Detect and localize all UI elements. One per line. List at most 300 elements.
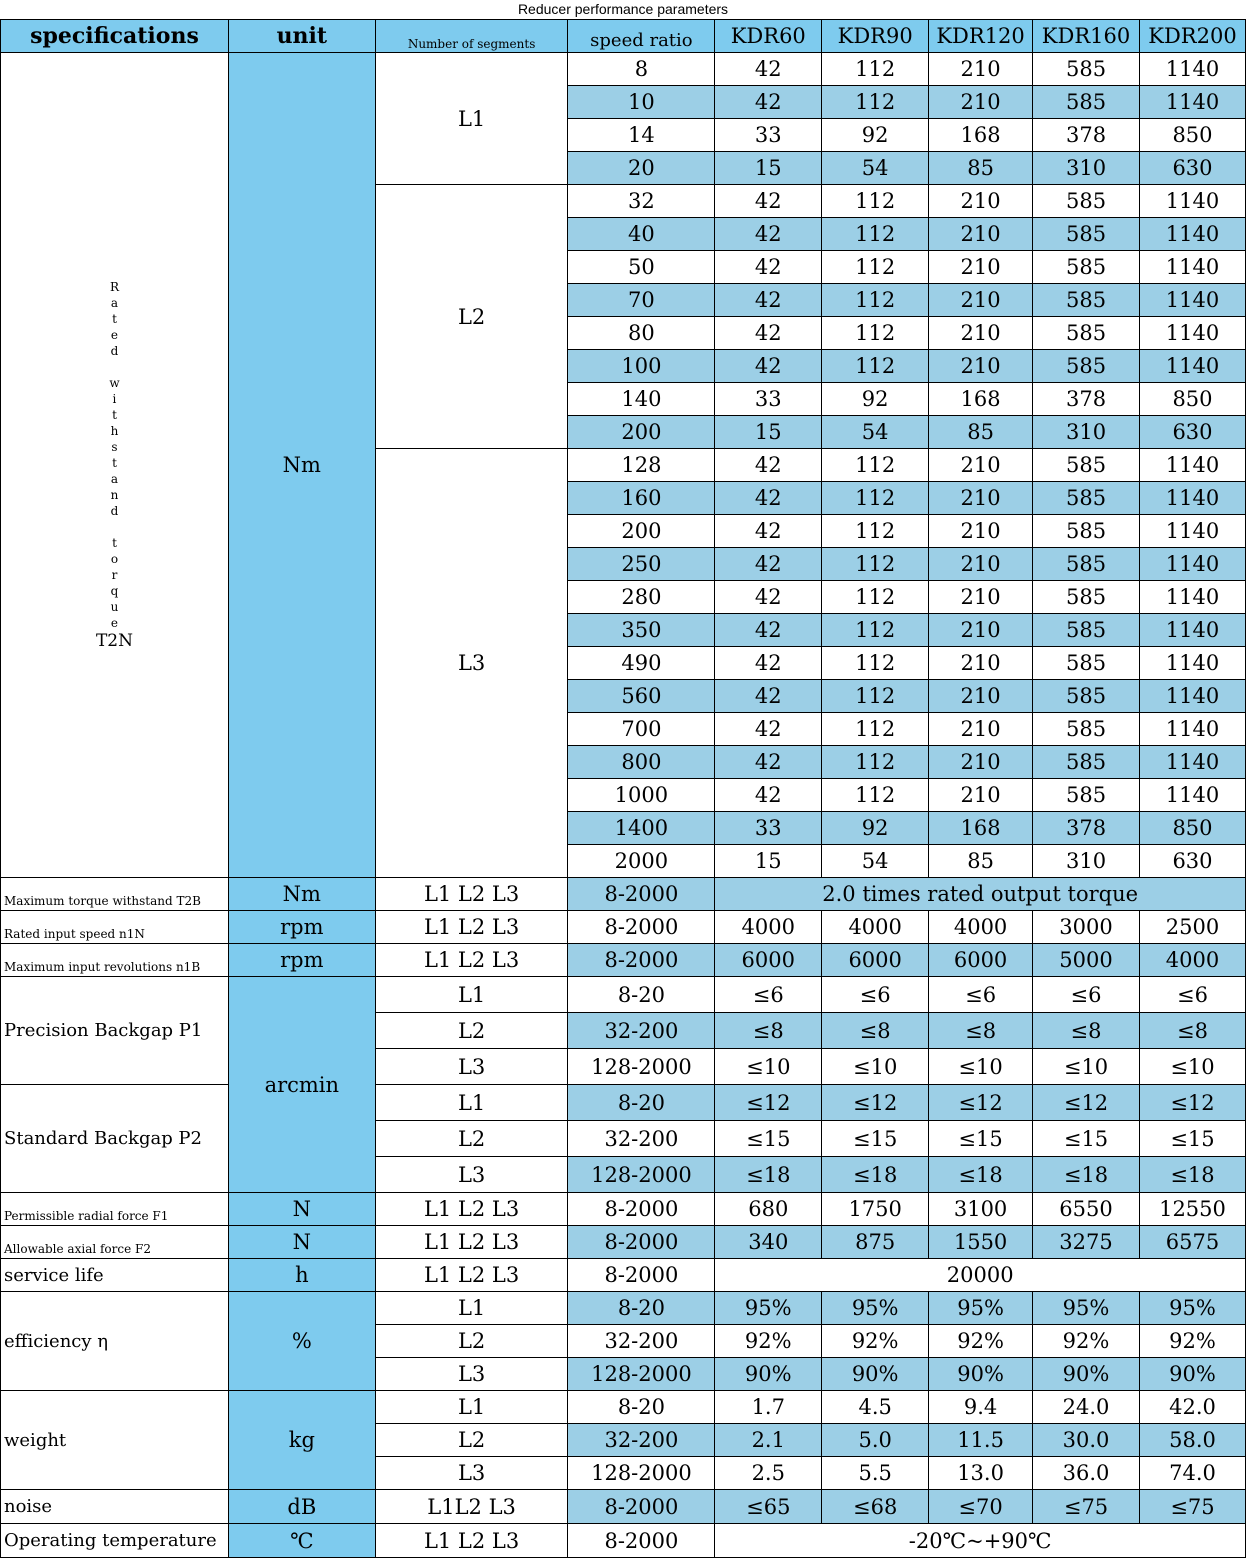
value-cell: 42.0 — [1139, 1391, 1245, 1424]
speed-ratio-cell: 32-200 — [568, 1424, 715, 1457]
table-row — [1, 1292, 1246, 1325]
value-cell: 585 — [1033, 647, 1140, 680]
value-cell: ≤12 — [1033, 1085, 1140, 1121]
value-cell: 378 — [1033, 383, 1140, 416]
value-cell: ≤8 — [929, 1013, 1033, 1049]
speed-ratio-cell: 8 — [568, 53, 715, 86]
value-cell: ≤18 — [929, 1157, 1033, 1193]
max_speed-segments: L1 L2 L3 — [375, 944, 568, 977]
value-cell: 15 — [715, 845, 822, 878]
value-cell: ≤8 — [1033, 1013, 1140, 1049]
value-cell: 1140 — [1139, 548, 1245, 581]
value-cell: 112 — [822, 680, 929, 713]
value-cell: 112 — [822, 515, 929, 548]
value-cell: 42 — [715, 317, 822, 350]
value-cell: 1550 — [929, 1226, 1033, 1259]
speed-ratio-cell: 8-20 — [568, 1085, 715, 1121]
speed-ratio-cell: 2000 — [568, 845, 715, 878]
value-cell: 90% — [715, 1358, 822, 1391]
value-cell: 6575 — [1139, 1226, 1245, 1259]
value-cell: 6550 — [1033, 1193, 1140, 1226]
speed-ratio-cell: 100 — [568, 350, 715, 383]
value-cell: 210 — [929, 779, 1033, 812]
value-cell: 1140 — [1139, 581, 1245, 614]
segment-label: L1 — [375, 1292, 568, 1325]
value-cell: 1750 — [822, 1193, 929, 1226]
value-cell: 112 — [822, 449, 929, 482]
header-model: KDR200 — [1139, 20, 1245, 53]
speed-ratio-cell: 560 — [568, 680, 715, 713]
rated_speed-unit: rpm — [228, 911, 375, 944]
segment-label: L2 — [375, 185, 568, 449]
value-cell: 5.5 — [822, 1457, 929, 1490]
axial_force-label: Allowable axial force F2 — [1, 1226, 229, 1259]
max_torque-ratio: 8-2000 — [568, 878, 715, 911]
value-cell: 42 — [715, 779, 822, 812]
segment-label: L1 — [375, 1085, 568, 1121]
service_life-unit: h — [228, 1259, 375, 1292]
segment-label: L3 — [375, 1049, 568, 1085]
value-cell: 378 — [1033, 119, 1140, 152]
value-cell: ≤65 — [715, 1490, 822, 1524]
header-model: KDR120 — [929, 20, 1033, 53]
speed-ratio-cell: 700 — [568, 713, 715, 746]
value-cell: 1140 — [1139, 350, 1245, 383]
speed-ratio-cell: 200 — [568, 416, 715, 449]
max_torque-label: Maximum torque withstand T2B — [1, 878, 229, 911]
value-cell: 630 — [1139, 845, 1245, 878]
speed-ratio-cell: 128-2000 — [568, 1358, 715, 1391]
value-cell: 210 — [929, 647, 1033, 680]
max_speed-unit: rpm — [228, 944, 375, 977]
value-cell: 42 — [715, 350, 822, 383]
value-cell: 1140 — [1139, 185, 1245, 218]
temperature-label: Operating temperature — [1, 1524, 229, 1558]
table-row — [1, 20, 1246, 53]
value-cell: 1140 — [1139, 317, 1245, 350]
value-cell: ≤10 — [929, 1049, 1033, 1085]
value-cell: 6000 — [929, 944, 1033, 977]
value-cell: 92 — [822, 383, 929, 416]
axial_force-unit: N — [228, 1226, 375, 1259]
value-cell: 92% — [929, 1325, 1033, 1358]
value-cell: 875 — [822, 1226, 929, 1259]
value-cell: 92% — [715, 1325, 822, 1358]
value-cell: 74.0 — [1139, 1457, 1245, 1490]
value-cell: 15 — [715, 416, 822, 449]
value-cell: 1140 — [1139, 284, 1245, 317]
service_life-segments: L1 L2 L3 — [375, 1259, 568, 1292]
value-cell: 210 — [929, 218, 1033, 251]
segment-label: L2 — [375, 1121, 568, 1157]
table-row — [1, 1085, 1246, 1121]
value-cell: ≤6 — [929, 977, 1033, 1013]
value-cell: 112 — [822, 746, 929, 779]
speed-ratio-cell: 128 — [568, 449, 715, 482]
value-cell: 112 — [822, 317, 929, 350]
torque-label-text: R a t e d w i t h s t a n d t o r q u e — [109, 280, 120, 630]
temperature-ratio: 8-2000 — [568, 1524, 715, 1558]
value-cell: 42 — [715, 185, 822, 218]
value-cell: 585 — [1033, 251, 1140, 284]
service_life-label: service life — [1, 1259, 229, 1292]
value-cell: 1.7 — [715, 1391, 822, 1424]
value-cell: 585 — [1033, 779, 1140, 812]
value-cell: 11.5 — [929, 1424, 1033, 1457]
header-specifications: specifications — [1, 20, 229, 53]
value-cell: ≤15 — [929, 1121, 1033, 1157]
backgap-unit: arcmin — [228, 977, 375, 1193]
value-cell: 4000 — [1139, 944, 1245, 977]
value-cell: 310 — [1033, 845, 1140, 878]
value-cell: 5000 — [1033, 944, 1140, 977]
value-cell: ≤18 — [1139, 1157, 1245, 1193]
max_speed-ratio: 8-2000 — [568, 944, 715, 977]
value-cell: 42 — [715, 53, 822, 86]
value-cell: 850 — [1139, 812, 1245, 845]
page-title: Reducer performance parameters — [517, 1, 729, 17]
speed-ratio-cell: 200 — [568, 515, 715, 548]
speed-ratio-cell: 800 — [568, 746, 715, 779]
segment-label: L3 — [375, 1358, 568, 1391]
speed-ratio-cell: 8-20 — [568, 977, 715, 1013]
value-cell: 340 — [715, 1226, 822, 1259]
speed-ratio-cell: 8-20 — [568, 1391, 715, 1424]
value-cell: 42 — [715, 548, 822, 581]
value-cell: 310 — [1033, 152, 1140, 185]
value-cell: 112 — [822, 482, 929, 515]
value-cell: 210 — [929, 680, 1033, 713]
value-cell: 90% — [1139, 1358, 1245, 1391]
noise-segments: L1L2 L3 — [375, 1490, 568, 1524]
value-cell: 2.5 — [715, 1457, 822, 1490]
value-cell: 210 — [929, 317, 1033, 350]
value-cell: 585 — [1033, 680, 1140, 713]
table-row — [1, 1490, 1246, 1524]
value-cell: 1140 — [1139, 713, 1245, 746]
table-row — [1, 944, 1246, 977]
value-cell: 210 — [929, 284, 1033, 317]
value-cell: 210 — [929, 53, 1033, 86]
efficiency-unit: % — [228, 1292, 375, 1391]
value-cell: 42 — [715, 581, 822, 614]
header-speed-ratio: speed ratio — [568, 20, 715, 53]
value-cell: 310 — [1033, 416, 1140, 449]
value-cell: 92 — [822, 812, 929, 845]
value-cell: 112 — [822, 647, 929, 680]
value-cell: 90% — [1033, 1358, 1140, 1391]
value-cell: ≤12 — [715, 1085, 822, 1121]
value-cell: 4000 — [822, 911, 929, 944]
radial_force-label: Permissible radial force F1 — [1, 1193, 229, 1226]
value-cell: 585 — [1033, 350, 1140, 383]
value-cell: ≤10 — [1033, 1049, 1140, 1085]
value-cell: 95% — [715, 1292, 822, 1325]
value-cell: 210 — [929, 482, 1033, 515]
value-cell: 112 — [822, 779, 929, 812]
value-cell: 54 — [822, 845, 929, 878]
value-cell: 1140 — [1139, 218, 1245, 251]
value-cell: ≤8 — [715, 1013, 822, 1049]
value-cell: 42 — [715, 680, 822, 713]
speed-ratio-cell: 50 — [568, 251, 715, 284]
speed-ratio-cell: 160 — [568, 482, 715, 515]
rated_speed-segments: L1 L2 L3 — [375, 911, 568, 944]
segment-label: L2 — [375, 1424, 568, 1457]
value-cell: 1140 — [1139, 680, 1245, 713]
value-cell: 1140 — [1139, 746, 1245, 779]
value-cell: 210 — [929, 515, 1033, 548]
value-cell: 585 — [1033, 449, 1140, 482]
value-cell: 112 — [822, 86, 929, 119]
torque-label-code: T2N — [95, 631, 133, 651]
value-cell: 42 — [715, 251, 822, 284]
value-cell: 585 — [1033, 53, 1140, 86]
value-cell: 112 — [822, 251, 929, 284]
speed-ratio-cell: 32-200 — [568, 1325, 715, 1358]
header-unit: unit — [228, 20, 375, 53]
value-cell: 210 — [929, 350, 1033, 383]
temperature-value: -20℃~+90℃ — [715, 1524, 1246, 1558]
value-cell: 210 — [929, 185, 1033, 218]
value-cell: 90% — [822, 1358, 929, 1391]
header-model: KDR60 — [715, 20, 822, 53]
value-cell: 6000 — [822, 944, 929, 977]
speed-ratio-cell: 350 — [568, 614, 715, 647]
value-cell: 54 — [822, 152, 929, 185]
segment-label: L1 — [375, 977, 568, 1013]
value-cell: 1140 — [1139, 449, 1245, 482]
value-cell: 210 — [929, 614, 1033, 647]
temperature-unit: ℃ — [228, 1524, 375, 1558]
radial_force-segments: L1 L2 L3 — [375, 1193, 568, 1226]
value-cell: 42 — [715, 284, 822, 317]
speed-ratio-cell: 8-20 — [568, 1292, 715, 1325]
value-cell: 30.0 — [1033, 1424, 1140, 1457]
speed-ratio-cell: 80 — [568, 317, 715, 350]
weight-label: weight — [1, 1391, 229, 1490]
value-cell: 95% — [929, 1292, 1033, 1325]
segment-label: L2 — [375, 1325, 568, 1358]
value-cell: 1140 — [1139, 779, 1245, 812]
speed-ratio-cell: 1000 — [568, 779, 715, 812]
value-cell: 850 — [1139, 119, 1245, 152]
value-cell: 585 — [1033, 86, 1140, 119]
value-cell: 2.1 — [715, 1424, 822, 1457]
speed-ratio-cell: 140 — [568, 383, 715, 416]
header-segments: Number of segments — [375, 20, 568, 53]
axial_force-ratio: 8-2000 — [568, 1226, 715, 1259]
value-cell: 3000 — [1033, 911, 1140, 944]
value-cell: 585 — [1033, 746, 1140, 779]
value-cell: 210 — [929, 86, 1033, 119]
value-cell: 4.5 — [822, 1391, 929, 1424]
value-cell: ≤75 — [1033, 1490, 1140, 1524]
value-cell: 42 — [715, 218, 822, 251]
value-cell: 112 — [822, 53, 929, 86]
value-cell: 13.0 — [929, 1457, 1033, 1490]
value-cell: 378 — [1033, 812, 1140, 845]
value-cell: 33 — [715, 383, 822, 416]
value-cell: ≤15 — [822, 1121, 929, 1157]
value-cell: 85 — [929, 416, 1033, 449]
value-cell: ≤6 — [715, 977, 822, 1013]
speed-ratio-cell: 20 — [568, 152, 715, 185]
value-cell: 210 — [929, 581, 1033, 614]
value-cell: 585 — [1033, 614, 1140, 647]
value-cell: 4000 — [715, 911, 822, 944]
value-cell: 24.0 — [1033, 1391, 1140, 1424]
value-cell: 42 — [715, 86, 822, 119]
value-cell: ≤75 — [1139, 1490, 1245, 1524]
value-cell: 15 — [715, 152, 822, 185]
value-cell: 2500 — [1139, 911, 1245, 944]
value-cell: 58.0 — [1139, 1424, 1245, 1457]
max_torque-segments: L1 L2 L3 — [375, 878, 568, 911]
weight-unit: kg — [228, 1391, 375, 1490]
value-cell: 168 — [929, 119, 1033, 152]
table-row — [1, 53, 1246, 86]
speed-ratio-cell: 10 — [568, 86, 715, 119]
value-cell: 210 — [929, 449, 1033, 482]
table-row — [1, 977, 1246, 1013]
segment-label: L1 — [375, 1391, 568, 1424]
max_torque-unit: Nm — [228, 878, 375, 911]
value-cell: 585 — [1033, 548, 1140, 581]
value-cell: ≤18 — [822, 1157, 929, 1193]
value-cell: 90% — [929, 1358, 1033, 1391]
value-cell: 210 — [929, 713, 1033, 746]
value-cell: 42 — [715, 482, 822, 515]
speed-ratio-cell: 70 — [568, 284, 715, 317]
backgap-precision-label: Precision Backgap P1 — [1, 977, 229, 1085]
value-cell: ≤15 — [715, 1121, 822, 1157]
speed-ratio-cell: 490 — [568, 647, 715, 680]
value-cell: 1140 — [1139, 647, 1245, 680]
value-cell: 112 — [822, 581, 929, 614]
table-row — [1, 1391, 1246, 1424]
value-cell: 3100 — [929, 1193, 1033, 1226]
speed-ratio-cell: 128-2000 — [568, 1457, 715, 1490]
value-cell: 1140 — [1139, 482, 1245, 515]
speed-ratio-cell: 1400 — [568, 812, 715, 845]
value-cell: 112 — [822, 614, 929, 647]
header-model: KDR90 — [822, 20, 929, 53]
value-cell: 33 — [715, 119, 822, 152]
value-cell: ≤8 — [1139, 1013, 1245, 1049]
segment-label: L3 — [375, 1457, 568, 1490]
header-model: KDR160 — [1033, 20, 1140, 53]
speed-ratio-cell: 32-200 — [568, 1121, 715, 1157]
value-cell: 42 — [715, 713, 822, 746]
segment-label: L3 — [375, 449, 568, 878]
value-cell: 12550 — [1139, 1193, 1245, 1226]
efficiency-label: efficiency η — [1, 1292, 229, 1391]
value-cell: 585 — [1033, 317, 1140, 350]
value-cell: 85 — [929, 152, 1033, 185]
speed-ratio-cell: 280 — [568, 581, 715, 614]
value-cell: 1140 — [1139, 53, 1245, 86]
value-cell: 6000 — [715, 944, 822, 977]
value-cell: 112 — [822, 218, 929, 251]
speed-ratio-cell: 32-200 — [568, 1013, 715, 1049]
value-cell: 42 — [715, 746, 822, 779]
value-cell: 92% — [822, 1325, 929, 1358]
torque-label — [1, 53, 229, 878]
table-row — [1, 1524, 1246, 1558]
value-cell: 630 — [1139, 416, 1245, 449]
speed-ratio-cell: 250 — [568, 548, 715, 581]
segment-label: L1 — [375, 53, 568, 185]
value-cell: ≤12 — [929, 1085, 1033, 1121]
value-cell: ≤10 — [1139, 1049, 1245, 1085]
value-cell: 42 — [715, 515, 822, 548]
value-cell: 112 — [822, 548, 929, 581]
value-cell: ≤6 — [822, 977, 929, 1013]
value-cell: 585 — [1033, 515, 1140, 548]
service_life-ratio: 8-2000 — [568, 1259, 715, 1292]
value-cell: ≤10 — [715, 1049, 822, 1085]
value-cell: 210 — [929, 746, 1033, 779]
value-cell: 85 — [929, 845, 1033, 878]
value-cell: ≤15 — [1139, 1121, 1245, 1157]
value-cell: 1140 — [1139, 86, 1245, 119]
value-cell: 585 — [1033, 185, 1140, 218]
value-cell: 585 — [1033, 713, 1140, 746]
radial_force-ratio: 8-2000 — [568, 1193, 715, 1226]
value-cell: ≤70 — [929, 1490, 1033, 1524]
max_torque-value: 2.0 times rated output torque — [715, 878, 1246, 911]
rated_speed-label: Rated input speed n1N — [1, 911, 229, 944]
noise-unit: dB — [228, 1490, 375, 1524]
rated_speed-ratio: 8-2000 — [568, 911, 715, 944]
value-cell: 630 — [1139, 152, 1245, 185]
value-cell: 4000 — [929, 911, 1033, 944]
segment-label: L2 — [375, 1013, 568, 1049]
value-cell: 585 — [1033, 218, 1140, 251]
value-cell: 95% — [1139, 1292, 1245, 1325]
table-row — [1, 1259, 1246, 1292]
service_life-value: 20000 — [715, 1259, 1246, 1292]
value-cell: 92 — [822, 119, 929, 152]
value-cell: 42 — [715, 449, 822, 482]
value-cell: ≤15 — [1033, 1121, 1140, 1157]
value-cell: ≤18 — [715, 1157, 822, 1193]
value-cell: 33 — [715, 812, 822, 845]
table-row — [1, 911, 1246, 944]
value-cell: 210 — [929, 548, 1033, 581]
value-cell: ≤6 — [1033, 977, 1140, 1013]
speed-ratio-cell: 14 — [568, 119, 715, 152]
segment-label: L3 — [375, 1157, 568, 1193]
value-cell: 3275 — [1033, 1226, 1140, 1259]
value-cell: ≤12 — [822, 1085, 929, 1121]
value-cell: ≤18 — [1033, 1157, 1140, 1193]
temperature-segments: L1 L2 L3 — [375, 1524, 568, 1558]
radial_force-unit: N — [228, 1193, 375, 1226]
table-row — [1, 1226, 1246, 1259]
table-row — [1, 878, 1246, 911]
value-cell: 42 — [715, 614, 822, 647]
value-cell: ≤10 — [822, 1049, 929, 1085]
value-cell: ≤8 — [822, 1013, 929, 1049]
speed-ratio-cell: 32 — [568, 185, 715, 218]
value-cell: 168 — [929, 812, 1033, 845]
value-cell: 112 — [822, 350, 929, 383]
value-cell: 42 — [715, 647, 822, 680]
value-cell: 1140 — [1139, 515, 1245, 548]
value-cell: 210 — [929, 251, 1033, 284]
